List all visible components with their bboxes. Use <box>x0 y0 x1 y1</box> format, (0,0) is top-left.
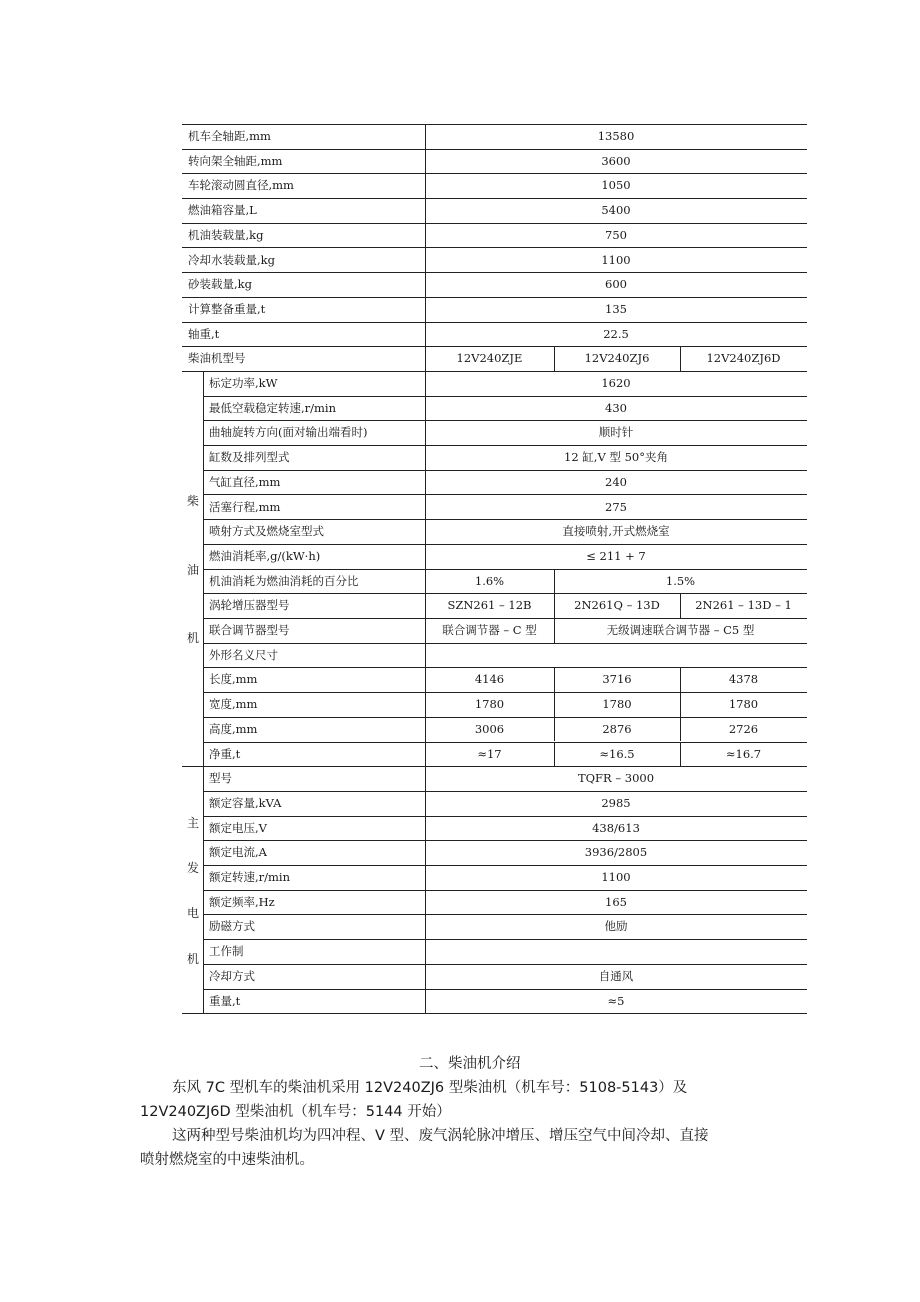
row-value: 他励 <box>604 919 628 934</box>
paragraph-line-2: 12V240ZJ6D 型柴油机（机车号：5144 开始） <box>140 1104 451 1120</box>
row-label: 涡轮增压器型号 <box>209 598 290 613</box>
row-label: 标定功率,kW <box>209 376 278 390</box>
table-divider <box>554 742 555 767</box>
row-label: 高度,mm <box>209 721 258 736</box>
row-label: 气缸直径,mm <box>209 474 281 489</box>
row-value: 1780 <box>728 697 759 712</box>
row-value: 1620 <box>601 376 631 390</box>
row-label: 喷射方式及燃烧室型式 <box>209 524 324 539</box>
row-label: 长度,mm <box>209 672 258 687</box>
row-label: 活塞行程,mm <box>209 499 281 514</box>
row-value: ≈16.5 <box>599 746 635 761</box>
row-value: 顺时针 <box>598 425 634 440</box>
row-value: 12 缸,V 型 50°夹角 <box>564 450 668 465</box>
row-value: 12V240ZJ6D <box>706 351 781 366</box>
row-value: 2876 <box>602 721 632 736</box>
section-label-char: 油 <box>186 562 199 577</box>
row-label: 净重,t <box>209 746 241 761</box>
row-value: 4378 <box>728 672 759 687</box>
row-label: 转向架全轴距,mm <box>188 153 283 168</box>
row-label: 缸数及排列型式 <box>209 450 290 465</box>
row-value: 13580 <box>597 129 635 143</box>
paragraph-line-1: 东风 7C 型机车的柴油机采用 12V240ZJ6 型柴油机（机车号：5108-5143）及 <box>172 1080 688 1096</box>
table-divider <box>680 593 681 618</box>
row-label: 额定频率,Hz <box>209 894 275 909</box>
row-value: 275 <box>605 499 627 514</box>
row-value: 12V240ZJE <box>456 351 523 366</box>
row-label: 重量,t <box>209 993 241 1008</box>
row-label: 额定容量,kVA <box>209 795 282 810</box>
row-label: 计算整备重量,t <box>188 301 266 316</box>
row-value: 1.5% <box>665 573 696 588</box>
row-value: 1780 <box>602 697 632 712</box>
row-value: 438/613 <box>592 820 640 835</box>
row-value: 750 <box>605 227 627 242</box>
section-heading: 二、柴油机介绍 <box>419 1056 521 1072</box>
row-value: 1.6% <box>474 573 505 588</box>
row-value: 无级调速联合调节器 – C5 型 <box>606 623 755 637</box>
section-label-char: 发 <box>186 861 199 875</box>
table-divider <box>554 569 555 594</box>
table-divider <box>425 124 426 1013</box>
row-value: 2726 <box>728 721 759 736</box>
row-label: 燃油箱容量,L <box>188 203 257 218</box>
row-value: ≈16.7 <box>725 746 762 761</box>
row-value: 600 <box>605 277 627 292</box>
row-value: 430 <box>605 400 627 415</box>
row-label: 联合调节器型号 <box>209 623 290 637</box>
row-value: 自通风 <box>598 968 634 983</box>
row-label: 最低空载稳定转速,r/min <box>209 400 337 415</box>
row-value: 1100 <box>601 870 631 884</box>
row-value: 直接喷射,开式燃烧室 <box>562 524 670 539</box>
row-value: 240 <box>605 474 627 489</box>
table-divider <box>680 346 681 371</box>
table-rule <box>203 939 807 940</box>
section-label-char: 机 <box>186 631 199 646</box>
row-value: 3716 <box>602 672 632 687</box>
table-divider <box>554 667 555 692</box>
row-value: 12V240ZJ6 <box>584 351 650 366</box>
row-value: 2985 <box>601 795 631 810</box>
row-label: 型号 <box>209 771 232 786</box>
row-label: 冷却水装载量,kg <box>188 252 275 267</box>
table-divider <box>680 692 681 717</box>
row-value: ≈17 <box>477 746 502 761</box>
section-label-char: 柴 <box>186 493 199 508</box>
table-divider <box>680 742 681 767</box>
paragraph-line-4: 喷射燃烧室的中速柴油机。 <box>140 1152 314 1168</box>
row-label: 轴重,t <box>188 326 220 341</box>
section-label-char: 机 <box>186 951 199 966</box>
row-value: 1050 <box>601 178 631 193</box>
row-value: 3600 <box>601 153 631 168</box>
table-rule <box>182 1013 807 1014</box>
row-label: 机油装载量,kg <box>188 227 264 242</box>
row-value: ≈5 <box>607 993 625 1008</box>
row-label: 励磁方式 <box>209 919 255 934</box>
row-label: 工作制 <box>209 944 244 959</box>
table-divider <box>554 692 555 717</box>
table-divider <box>554 346 555 371</box>
paragraph-line-3: 这两种型号柴油机均为四冲程、V 型、废气涡轮脉冲增压、增压空气中间冷却、直接 <box>172 1128 709 1144</box>
row-label: 冷却方式 <box>209 968 255 983</box>
row-label: 柴油机型号 <box>188 351 246 366</box>
row-value: 165 <box>605 894 627 909</box>
row-label: 燃油消耗率,g/(kW·h) <box>209 548 321 563</box>
row-value: 3006 <box>474 721 505 736</box>
row-label: 额定转速,r/min <box>209 870 291 884</box>
row-value: 3936/2805 <box>584 845 648 860</box>
table-divider <box>554 618 555 643</box>
table-divider <box>680 667 681 692</box>
row-label: 机车全轴距,mm <box>188 129 271 143</box>
section-label-char: 主 <box>186 815 199 830</box>
row-value: SZN261 – 12B <box>447 598 532 613</box>
row-label: 曲轴旋转方向(面对输出端看时) <box>209 425 368 440</box>
row-value: 联合调节器 – C 型 <box>442 623 537 637</box>
row-label: 车轮滚动圆直径,mm <box>188 178 294 193</box>
row-value: 135 <box>605 301 627 316</box>
row-value: TQFR – 3000 <box>577 771 655 786</box>
row-value: ≤ 211 + 7 <box>586 548 646 563</box>
table-divider <box>554 717 555 742</box>
row-value: 2N261Q – 13D <box>574 598 660 613</box>
row-value: 1100 <box>601 252 631 267</box>
row-label: 宽度,mm <box>209 697 258 712</box>
row-value: 1780 <box>474 697 505 712</box>
row-label: 额定电流,A <box>209 845 267 860</box>
row-label: 机油消耗为燃油消耗的百分比 <box>209 573 359 588</box>
row-value: 2N261 – 13D – 1 <box>695 598 792 613</box>
table-divider <box>680 717 681 742</box>
row-value: 4146 <box>474 672 505 687</box>
table-divider <box>554 593 555 618</box>
section-label-char: 电 <box>186 906 199 921</box>
table-divider <box>203 371 204 1013</box>
row-label: 额定电压,V <box>209 820 267 835</box>
row-value: 5400 <box>601 203 631 218</box>
row-value: 22.5 <box>603 326 629 341</box>
table-rule <box>203 643 807 644</box>
row-label: 砂装载量,kg <box>188 277 252 292</box>
row-label: 外形名义尺寸 <box>209 647 278 662</box>
